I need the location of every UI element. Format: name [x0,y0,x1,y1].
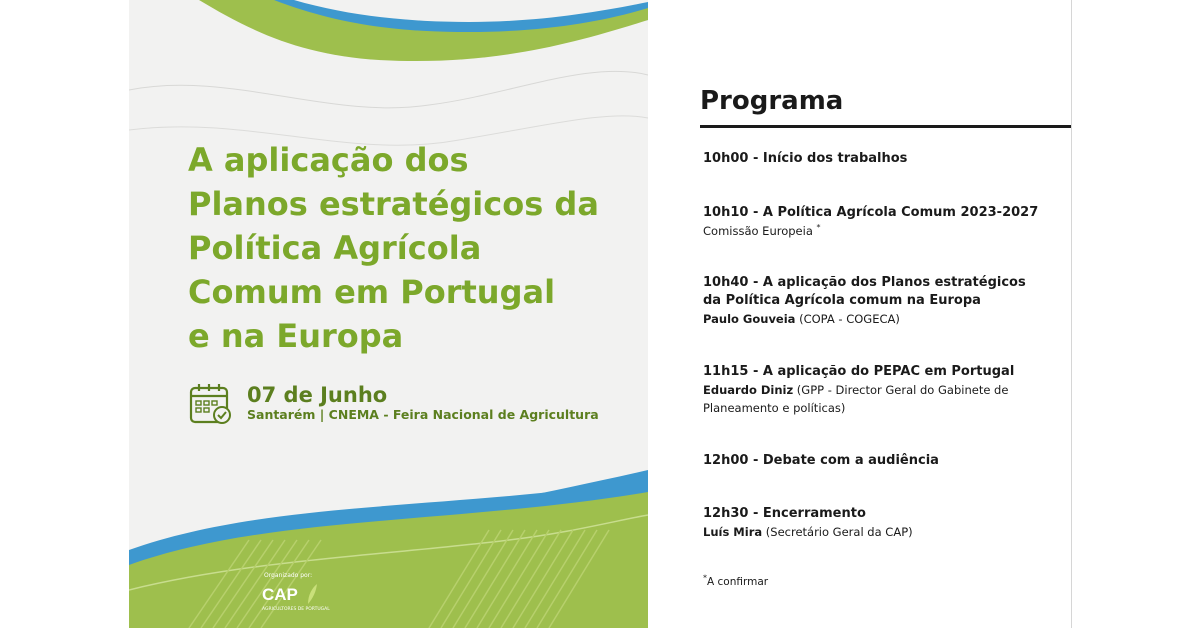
speaker-organization: (Secretário Geral da CAP) [762,525,913,539]
program-item-title: 11h15 - A aplicação do PEPAC em Portugal [703,364,1015,379]
event-title-line: Comum em Portugal [188,273,556,311]
event-date-block [189,382,629,430]
program-item-speaker [703,523,1048,541]
program-item-title: 10h10 - A Política Agrícola Comum 2023-2027 [703,205,1039,220]
confirmation-mark: * [816,223,821,233]
speaker-name: Paulo Gouveia [703,312,796,326]
program-item [703,204,1048,240]
program-item-title: 10h00 - Início dos trabalhos [703,151,908,166]
program-item [703,363,1048,417]
event-flyer-panel [129,0,648,628]
speaker-organization: Comissão Europeia [703,224,813,238]
program-item [703,505,1048,541]
footnote [703,575,768,589]
event-venue: Santarém | CNEMA - Feira Nacional de Agricultura [247,407,599,422]
program-heading: Programa [700,86,844,116]
program-item-speaker [703,310,1048,328]
program-item-title: 12h00 - Debate com a audiência [703,453,939,468]
footnote-mark: * [703,573,707,583]
cap-logo [262,583,332,617]
speaker-name: Luís Mira [703,525,763,539]
program-item-speaker [703,381,1048,417]
program-item-title: 12h30 - Encerramento [703,506,866,521]
calendar-check-icon [189,382,233,426]
heading-divider [700,125,1072,128]
program-item-speaker [703,222,1048,240]
organizer-caption: Organizado por: [264,572,313,579]
footnote-text: A confirmar [707,576,769,588]
program-panel [649,0,1072,628]
event-title-line: A aplicação dos [188,141,469,179]
cap-logo-subtitle: AGRICULTORES DE PORTUGAL [262,607,330,612]
program-item [703,150,1048,168]
panel-border [1071,0,1072,628]
event-title [188,138,628,358]
cap-logo-wordmark: CAP [262,585,298,604]
speaker-name: Eduardo Diniz [703,383,794,397]
leaf-icon [306,583,318,605]
speaker-organization: (GPP - Director Geral do Gabinete de Planeamento e políticas) [703,383,1009,415]
speaker-organization: (COPA - COGECA) [795,312,900,326]
event-title-line: e na Europa [188,317,404,355]
program-item-title: 10h40 - A aplicação dos Planos estratégicos da Política Agrícola comum na Europa [703,275,1026,308]
event-title-line: Política Agrícola [188,229,482,267]
program-item [703,274,1048,328]
event-date: 07 de Junho [247,383,388,407]
event-title-line: Planos estratégicos da [188,185,599,223]
program-item [703,452,1048,470]
